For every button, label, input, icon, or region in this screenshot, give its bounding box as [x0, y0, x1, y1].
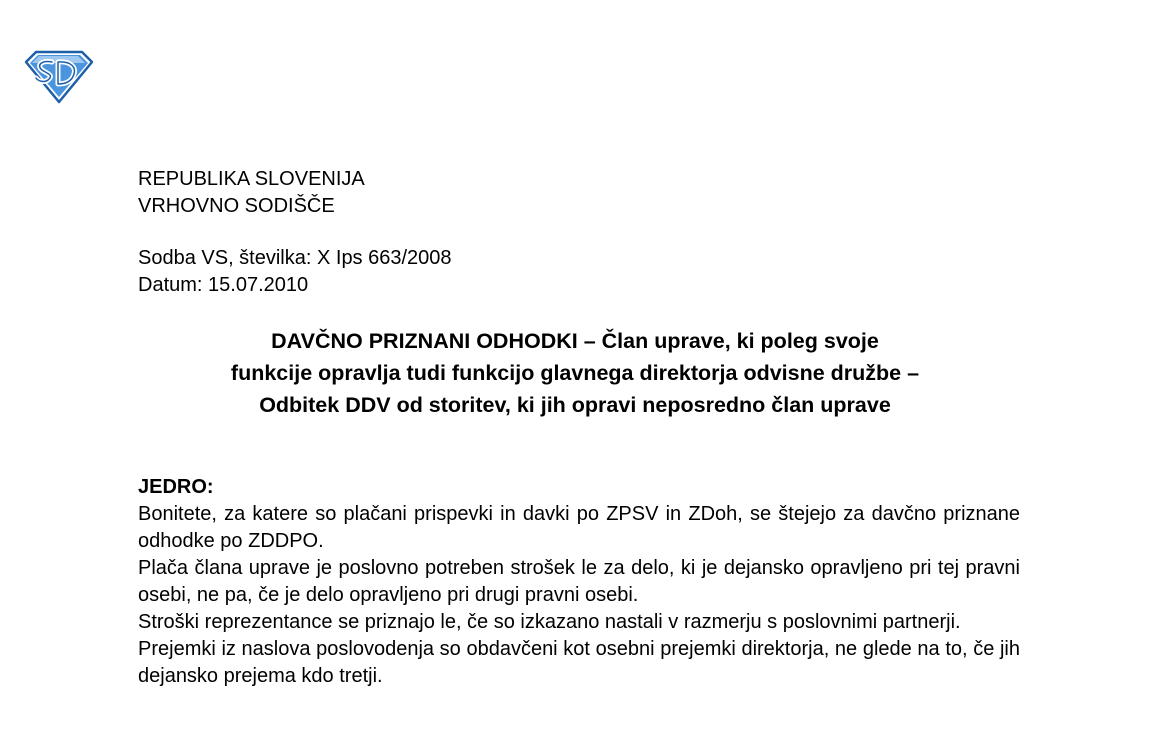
- court-logo-icon: [22, 48, 96, 104]
- core-section: [138, 474, 1020, 690]
- case-meta: [138, 245, 452, 299]
- title-line: funkcije opravlja tudi funkcijo glavnega direktorja odvisne družbe –: [230, 361, 920, 385]
- title-line: Odbitek DDV od storitev, ki jih opravi neposredno član uprave: [259, 393, 891, 417]
- title-line: DAVČNO PRIZNANI ODHODKI – Član uprave, ki poleg svoje: [271, 329, 879, 353]
- court-header: [138, 166, 365, 220]
- case-number: Sodba VS, številka: X Ips 663/2008: [138, 247, 452, 269]
- core-paragraph: Stroški reprezentance se priznajo le, če so izkazano nastali v razmerju s poslovnimi partnerji.: [138, 611, 961, 633]
- document-title: [130, 325, 1020, 421]
- country-name: REPUBLIKA SLOVENIJA: [138, 168, 365, 190]
- core-paragraph: Prejemki iz naslova poslovodenja so obdavčeni kot osebni prejemki direktorja, ne glede na to, če jih dejansko prejema kdo tretji.: [138, 638, 1020, 687]
- core-paragraph: Plača člana uprave je poslovno potreben strošek le za delo, ki je dejansko opravljeno pri tej pravni osebi, ne pa, če je delo opravljeno pri drugi pravni osebi.: [138, 557, 1020, 606]
- court-name: VRHOVNO SODIŠČE: [138, 195, 335, 217]
- decision-date: Datum: 15.07.2010: [138, 274, 309, 296]
- core-heading: JEDRO:: [138, 476, 214, 498]
- core-paragraph: Bonitete, za katere so plačani prispevki in davki po ZPSV in ZDoh, se štejejo za davčno priznane odhodke po ZDDPO.: [138, 503, 1020, 552]
